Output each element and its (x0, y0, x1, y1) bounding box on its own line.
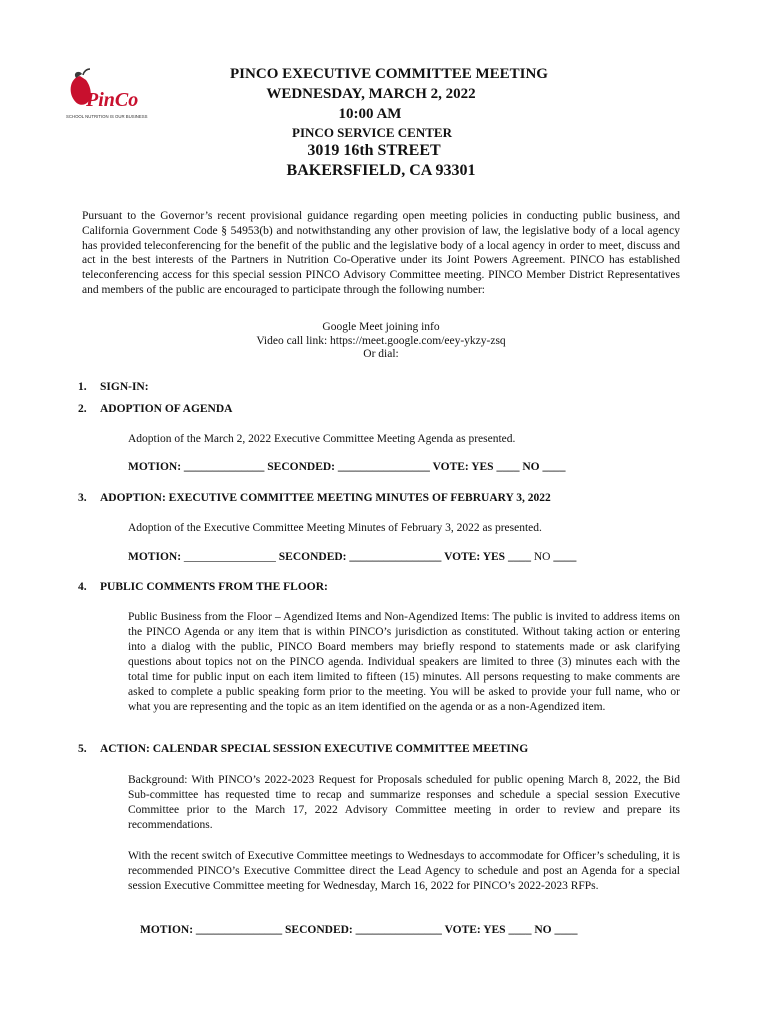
meeting-venue: PINCO SERVICE CENTER (292, 125, 452, 140)
motion-line-2: MOTION: ________________ SECONDED: ________________ VOTE: YES ____ NO ____ (128, 551, 577, 563)
meet-joining-info: Google Meet joining info (322, 321, 440, 333)
svg-text:SCHOOL NUTRITION IS OUR BUSINE: SCHOOL NUTRITION IS OUR BUSINESS (66, 114, 148, 119)
meet-video-link[interactable]: Video call link: https://meet.google.com/eey-ykzy-zsq (256, 334, 506, 347)
svg-text:PinCo: PinCo (86, 89, 139, 111)
meeting-time: 10:00 AM (338, 106, 402, 122)
item-2-text: Adoption of the March 2, 2022 Executive Committee Meeting Agenda as presented. (128, 433, 516, 445)
pinco-logo (66, 68, 148, 120)
meet-dial: Or dial: (363, 348, 399, 360)
intro-paragraph: Pursuant to the Governor’s recent provisional guidance regarding open meeting policies in conducting public business, and California Government Code § 54953(b) and notwithstanding any other provision of law, the legislative body of a local agency has provided teleconferencing for the benefit of the public and the legislative body of a local agency in order to meet, discuss and act in the best interests of the Partners in Nutrition Co-Operative under its Joint Powers Agreement. PINCO has established teleconferencing access for this special session PINCO Advisory Committee meeting. PINCO Member District Representatives and members of the public are encouraged to participate through the following number: (82, 210, 680, 296)
meeting-city: BAKERSFIELD, CA 93301 (286, 162, 476, 179)
item-5-background: Background: With PINCO’s 2022-2023 Request for Proposals scheduled for public opening March 8, 2022, the Bid Sub-committee has requested time to recap and summarize responses and schedule a special session Executive Committee prior to the March 17, 2022 Advisory Committee meeting in order to review and prepare its recommendations. (128, 774, 680, 831)
item-5-recommendation: With the recent switch of Executive Committee meetings to Wednesdays to accommodate for Officer’s scheduling, it is recommended PINCO’s Executive Committee direct the Lead Agency to schedule and post an Agenda for a special session Executive Committee meeting for Wednesday, March 16, 2022 for PINCO’s 2022-2023 RFPs. (128, 850, 680, 892)
agenda-page: PinCo SCHOOL NUTRITION IS OUR BUSINESS PINCO EXECUTIVE COMMITTEE MEETING WEDNESDAY, MARCH 2, 2022 10:00 AM PINCO SERVICE CENTER 3019 16th STREET BAKERSFIELD, CA 93301 Pursuant to the Governor’s recent provisional guidance regarding open meeting policies in conducting public business, and California Government Code § 54953(b) and notwithstanding any other provision of law, the legislative body of a local agency has provided teleconferencing for the benefit of the public and the legislative body of a local agency in order to meet, discuss and act in the best interests of the Partners in Nutrition Co-Operative under its Joint Powers Agreement. PINCO has established teleconferencing access for this special session PINCO Advisory Committee meeting. PINCO Member District Representatives and members of the public are encouraged to participate through the following number: Google Meet joining info Video call link: https://meet.google.com/eey-ykzy-zsq Or dial: 1. SIGN-IN: 2. ADOPTION OF AGENDA Adoption of the March 2, 2022 Executive Committee Meeting Agenda as presented. MOTION: ______________ SECONDED: ________________ VOTE: YES ____ NO ____ 3. ADOPTION: EXECUTIVE COMMITTEE MEETING MINUTES OF FEBRUARY 3, 2022 Adoption of the Executive Committee Meeting Minutes of February 3, 2022 as presented. MOTION: ________________ SECONDED: ________________ VOTE: YES ____ NO ____ 4. PUBLIC COMMENTS FROM THE FLOOR: Public Business from the Floor – Agendized Items and Non-Agendized Items: The public is invited to address items on the PINCO Agenda or any item that is within PINCO’s jurisdiction as constituted. Without taking action or entering into a dialog with the public, PINCO Board members may briefly respond to statements made or ask clarifying questions about topics not on the PINCO agenda. Individual speakers are limited to three (3) minutes each with the total time for public input on each item limited to fifteen (15) minutes. All persons requesting to make comments are asked to complete a public speaking form prior to the meeting. You will be asked to provide your full name, who or what you are representing and the topic as an item identified on the agenda or as a non-Agendized item. 5. ACTION: CALENDAR SPECIAL SESSION EXECUTIVE COMMITTEE MEETING Background: With PINCO’s 2022-2023 Request for Proposals scheduled for public opening March 8, 2022, the Bid Sub-committee has requested time to recap and summarize responses and schedule a special session Executive Committee prior to the March 17, 2022 Advisory Committee meeting in order to review and prepare its recommendations. With the recent switch of Executive Committee meetings to Wednesdays to accommodate for Officer’s scheduling, it is recommended PINCO’s Executive Committee direct the Lead Agency to schedule and post an Agenda for a special session Executive Committee meeting for Wednesday, March 16, 2022 for PINCO’s 2022-2023 RFPs. MOTION: _______________ SECONDED: _______________ VOTE: YES ____ NO ____ (66, 66, 680, 936)
meeting-street: 3019 16th STREET (307, 142, 441, 159)
motion-line-1: MOTION: ______________ SECONDED: ________________ VOTE: YES ____ NO ____ (128, 461, 566, 473)
item-3-text: Adoption of the Executive Committee Meeting Minutes of February 3, 2022 as presented. (128, 522, 542, 534)
motion-line-3: MOTION: _______________ SECONDED: _______________ VOTE: YES ____ NO ____ (140, 924, 578, 936)
meeting-title: PINCO EXECUTIVE COMMITTEE MEETING (230, 66, 548, 82)
meeting-date: WEDNESDAY, MARCH 2, 2022 (266, 86, 476, 102)
google-meet-info (82, 321, 680, 362)
item-4-text: Public Business from the Floor – Agendized Items and Non-Agendized Items: The public is invited to address items on the PINCO Agenda or any item that is within PINCO’s jurisdiction as constituted. Without taking action or entering into a dialog with the public, PINCO Board members may briefly respond to statements made or ask clarifying questions about topics not on the PINCO agenda. Individual speakers are limited to three (3) minutes each with the total time for public input on each item limited to fifteen (15) minutes. All persons requesting to make comments are asked to complete a public speaking form prior to the meeting. You will be asked to provide your full name, who or what you are representing and the topic as an item identified on the agenda or as a non-Agendized item. (128, 611, 680, 713)
